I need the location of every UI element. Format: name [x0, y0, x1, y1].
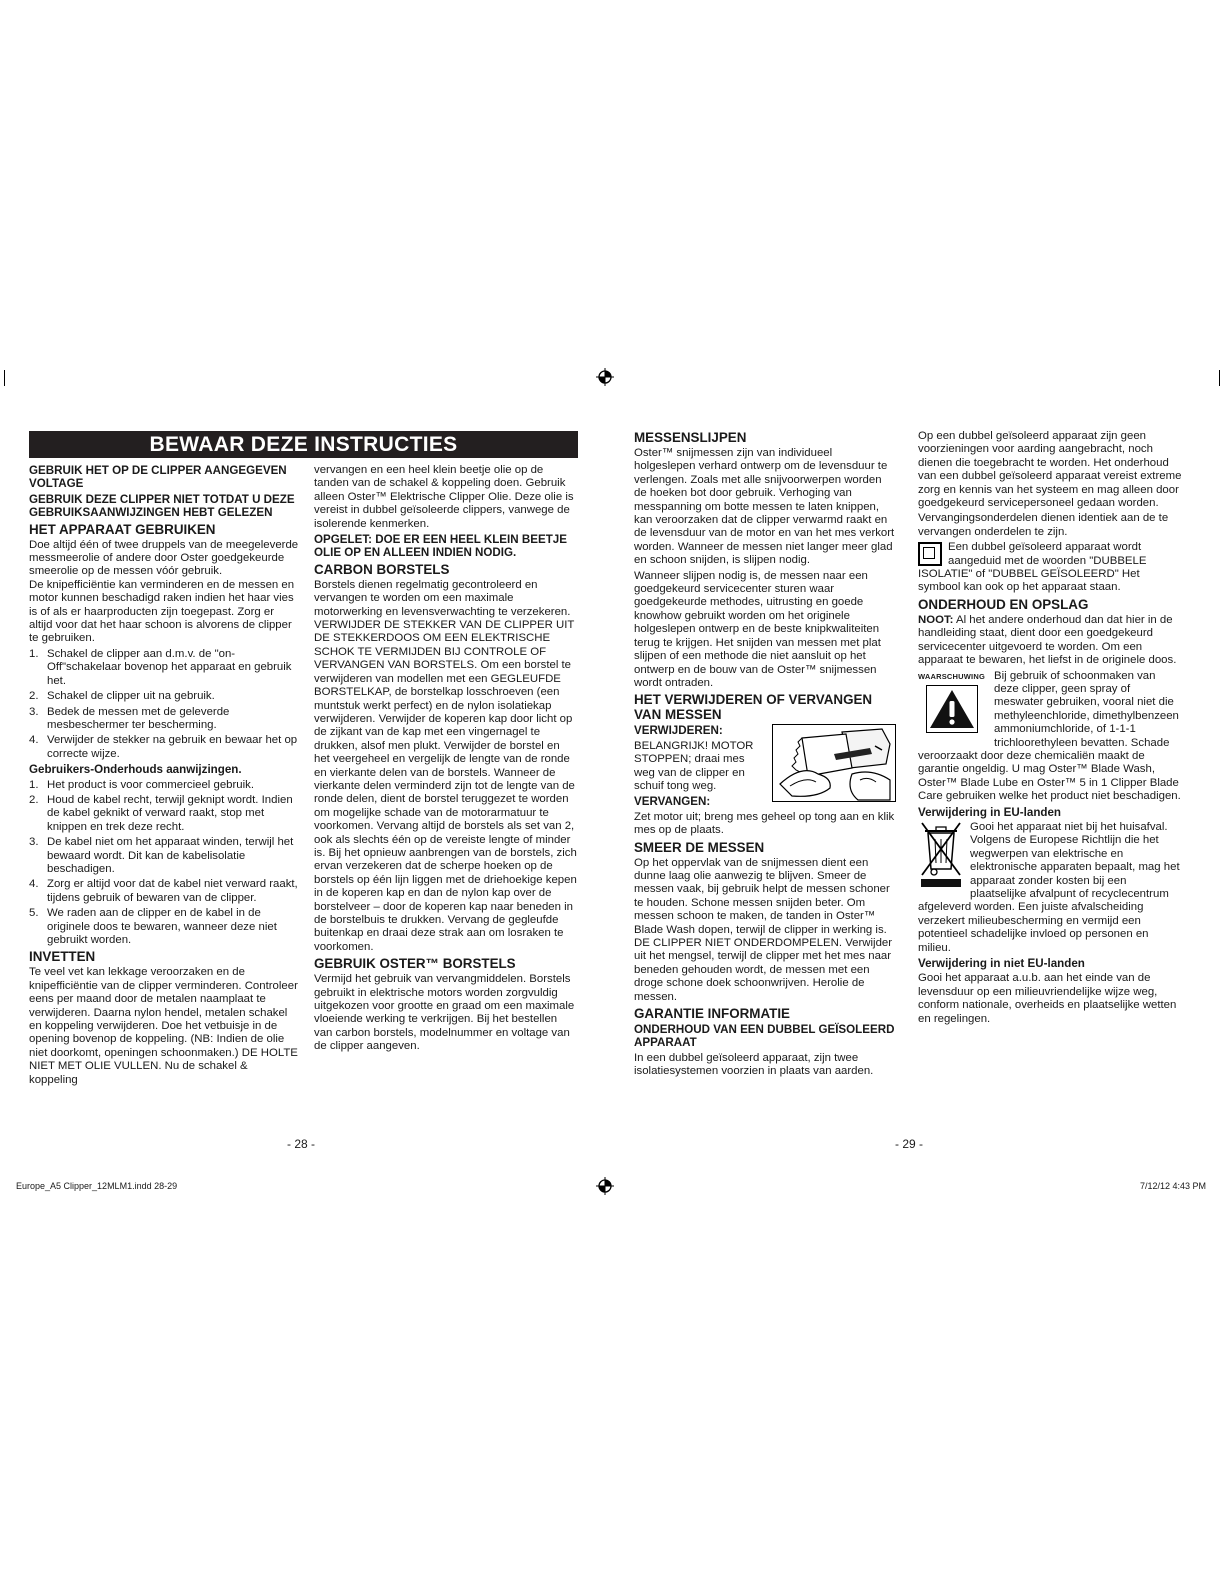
warning-icon: [926, 685, 978, 733]
column-2: [314, 464, 578, 1056]
paragraph-non-eu-disposal: Gooi het apparaat a.u.b. aan het einde van de levensduur op een milieuvriendelijke wijze weg, conform nationale, overheids en plaatselijke wetten en regelingen.: [918, 972, 1177, 1025]
note-label: NOOT:: [918, 613, 954, 626]
column-4: [918, 430, 1182, 1028]
paragraph-remove: BELANGRIJK! MOTOR STOPPEN; draai mes weg van de clipper en schuif tong weg.: [634, 739, 754, 792]
paragraph-eu-disposal: Gooi het apparaat niet bij het huisafval. Volgens de Europese Richtlijn die het wegwerpen van elektrische en elektronische apparaten bepaalt, mag het apparaat zonder kosten bij een plaatselijke afvalpunt of recyclecentrum afgeleverd worden. Een juiste afvalscheiding verzekert milieubescherming en vermijd een potentieel schadelijke invloed op personen en milieu.: [918, 820, 1180, 954]
heading-carbon-brushes: CARBON BORSTELS: [314, 561, 450, 577]
registration-mark-icon: [595, 1176, 615, 1196]
list-item: 4. Zorg er altijd voor dat de kabel niet verward raakt, tijdens gebruik of bewaren van de clipper.: [29, 878, 298, 904]
list-item: 1. Het product is voor commercieel gebruik.: [29, 778, 255, 791]
list-item: 2. Schakel de clipper uit na gebruik.: [29, 690, 215, 703]
list-item: 5. We raden aan de clipper en de kabel in de originele doos te bewaren, wanneer deze niet gebruikt worden.: [29, 907, 277, 946]
heading-use: HET APPARAAT GEBRUIKEN: [29, 521, 216, 537]
footer-filename: Europe_A5 Clipper_12MLM1.indd 28-29: [16, 1181, 178, 1191]
intro-voltage: GEBRUIK HET OP DE CLIPPER AANGEGEVEN VOLTAGE: [29, 464, 287, 491]
crop-mark-right: [1219, 370, 1220, 386]
paragraph-warning: Bij gebruik of schoonmaken van deze clipper, geen spray of meswater gebruiken, vooral niet die methyleenchloride, dimethylbenzeen ammoniumchloride, of 1-1-1 trichloorethyleen bevatten. Schade veroorzaakt door deze chemicaliën maakt de garantie ongeldig. U mag Oster™ Blade Wash, Oster™ Blade Lube en Oster™ 5 in 1 Clipper Blade Care gebruiken welke het product niet beschadigen.: [918, 669, 1181, 803]
paragraph-replace: Zet motor uit; breng mes geheel op tong aan en klik mes op de plaats.: [634, 810, 895, 837]
warning-label: WAARSCHUWING: [918, 671, 985, 681]
heading-sharpening: MESSENSLIJPEN: [634, 430, 747, 445]
paragraph-oil-continued: vervangen en een heel klein beetje olie op de tanden van de schakel & koppeling doen. Gebruik alleen Oster™ Elektrische Clipper Olie. Deze olie is vereist in dubbel geïsoleerde clippers, vanwege de isolerende kenmerken.: [314, 464, 574, 530]
paragraph-use-1: Doe altijd één of twee druppels van de meegeleverde messmeerolie of andere door Oster goedgekeurde smeerolie op de messen vóór gebruik.: [29, 538, 299, 578]
heading-lubricate: SMEER DE MESSEN: [634, 839, 765, 855]
paragraph-sharpening-2: Wanneer slijpen nodig is, de messen naar een goedgekeurd servicecenter sturen waar goedgekeurde methodes, uitrusting en goede knowhow gebruikt worden om het originele holgeslepen ontwerp en de beste knipkwaliteiten terug te krijgen. Het snijden van messen met plat slijpen of een methode die niet aansluit op het ontwerp en de bouw van de Oster™ snijmessen wordt ontraden.: [634, 569, 881, 689]
clipper-blade-illustration: [772, 724, 896, 802]
paragraph-oster-brushes: Vermijd het gebruik van vervangmiddelen. Borstels gebruikt in elektrische motors worden zorgvuldig uitgekozen voor grootte en graad om een maximale vloeiende werking te verkrijgen. Bij het bestellen van carbon borstels, modelnummer en voltage van de clipper aangeven.: [314, 973, 575, 1053]
heading-maintenance-storage: ONDERHOUD EN OPSLAG: [918, 596, 1089, 612]
paragraph-carbon-brushes: Borstels dienen regelmatig gecontroleerd en vervangen te worden om een maximale motorwerking en levensverwachting te verzekeren. VERWIJDER DE STEKKER VAN DE CLIPPER UIT DE STEKKERDOOS OM EEN ELEKTRISCHE SCHOK TE VERMIJDEN BIJ CONTROLE OF VERVANGEN VAN BORSTELS. Om een borstel te verwijderen van modellen met een GEGLEUFDE BORSTELKAP, de borstelkap losschroeven (een muntstuk werkt perfect) en de nylon isolatiekap verwijderen. Verwijder de koperen kap door licht op de zijkant van de kap met een vingernagel te drukken, alsof men plukt. Verwijder de borstel en het veergeheel en vergelijk de lengte van de ronde en vierkante delen van de borstels. Wanneer de vierkante delen verminderd zijn tot de lengte van de ronde delen, dient de borstel teruggezet te worden om mogelijke schade van de motorarmatuur te voorkomen. Vervang altijd de borstels als set van 2, ook als slechts één op de vereiste lengte of minder is. Bij het opnieuw aanbrengen van de borstels, zich ervan verzekeren dat de scherpe hoeken op de borstels op één lijn liggen met de driehoekige kepen in de koperen kap en dan de nylon kap over de borstelveer – door de koperen kap naar beneden in de borstelbuis te drukken. Vervang de gegleufde buitenkap en draai deze strak aan om losraken te voorkomen.: [314, 578, 577, 953]
column-3: [634, 430, 896, 1081]
list-item: 3. Bedek de messen met de geleverde mesbeschermer ter bescherming.: [29, 705, 230, 731]
page-number-right: - 29 -: [895, 1137, 924, 1151]
paragraph-sharpening-1: Oster™ snijmessen zijn van individueel holgeslepen verhard ontwerp om de levensduur te verlengen. Zoals met alle snijvoorwerpen worden de hoeken bot door gebruik. Verhoging van messpanning om botte messen te laten knippen, kan veroorzaken dat de clipper verwarmd raakt en de levensduur van de motor en van het mes verkort worden. Wanneer de messen niet langer meer glad en schoon snijden, is slijpen nodig.: [634, 447, 895, 567]
list-item: 2. Houd de kabel recht, terwijl geknipt wordt. Indien de kabel geknikt of verward raakt, stop met knippen en trek deze recht.: [29, 793, 293, 833]
heading-eu-disposal: Verwijdering in EU-landen: [918, 805, 1062, 819]
heading-double-insulated: ONDERHOUD VAN EEN DUBBEL GEÏSOLEERD APPARAAT: [634, 1023, 895, 1050]
list-item: 1. Schakel de clipper aan d.m.v. de "on-Off"schakelaar bovenop het apparaat en gebruik het.: [29, 647, 292, 687]
paragraph-oiling: Te veel vet kan lekkage veroorzaken en de knipefficiëntie van de clipper verminderen. Controleer eens per maand door de metalen naamplaat te verwijderen. Daarna nylon hendel, metalen schakel en koppeling verwijderen. Doe het vetbuisje in de opening bovenop de koppeling. (NB: Indien de olie niet doorkomt, openingen schoonmaken.) DE HOLTE NIET MET OLIE VULLEN. Nu de schakel & koppeling: [29, 966, 298, 1086]
warning-block: [918, 670, 1182, 804]
column-1: [29, 464, 299, 1089]
paragraph-double-insulated: In een dubbel geïsoleerd apparaat, zijn twee isolatiesystemen voorzien in plaats van aarden.: [634, 1051, 874, 1078]
heading-maintenance: Gebruikers-Onderhouds aanwijzingen.: [29, 763, 242, 777]
maintenance-steps: [29, 779, 299, 948]
heading-non-eu-disposal: Verwijdering in niet EU-landen: [918, 957, 1085, 971]
weee-bin-icon: [918, 821, 964, 889]
heading-oiling: INVETTEN: [29, 949, 96, 965]
heading-warranty: GARANTIE INFORMATIE: [634, 1006, 790, 1022]
paragraph-use-2: De knipefficiëntie kan verminderen en de messen en motor kunnen beschadigd raken indien het haar vies is of als er haarproducten zijn toegepast. Zorg er altijd voor dat het haar schoon is alvorens de clipper te gebruiken.: [29, 578, 295, 645]
heading-oster-brushes: GEBRUIK OSTER™ BORSTELS: [314, 956, 516, 972]
heading-remove: VERWIJDEREN:: [634, 724, 723, 738]
page-banner: BEWAAR DEZE INSTRUCTIES: [29, 431, 578, 458]
paragraph-grounding: Op een dubbel geïsoleerd apparaat zijn geen voorzieningen voor aarding aangebracht, noch dienen die toegebracht te worden. Het onderhoud van een dubbel geïsoleerd apparaat vereist extreme zorg en kennis van het systeem en mag alleen door goedgekeurd servicepersoneel gedaan worden.: [918, 430, 1182, 510]
paragraph-note: NOOT: Al het andere onderhoud dan dat hier in de handleiding staat, dient door een goedgekeurd servicecenter uitgevoerd te worden. Om een apparaat te bewaren, het liefst in de originele doos.: [918, 613, 1177, 667]
list-item: 4. Verwijder de stekker na gebruik en bewaar het op correcte wijze.: [29, 734, 298, 760]
list-item: 3. De kabel niet om het apparaat winden, terwijl het bewaard wordt. Dit kan de kabelisolatie beschadigen.: [29, 836, 294, 875]
crop-mark-left: [4, 370, 5, 386]
paragraph-lubricate: Op het oppervlak van de snijmessen dient een dunne laag olie aanwezig te blijven. Smeer de messen vaak, bij gebruik helpt de messen schoner te houden. Schone messen snijden beter. Om messen schoon te maken, de tanden in Oster™ Blade Wash dopen, terwijl de clipper in werking is. DE CLIPPER NIET ONDERDOMPELEN. Verwijder uit het mengsel, terwijl de clipper met het mes naar beneden gehouden wordt, de messen met een droge schone doek schoonwrijven. Herolie de messen.: [634, 856, 893, 1003]
use-steps: [29, 648, 299, 761]
paragraph-double-insulation-mark: Een dubbel geïsoleerd apparaat wordt aangeduid met de woorden "DUBBELE ISOLATIE" of "DUBBEL GEÏSOLEERD" Het symbool kan ook op het apparaat staan.: [918, 541, 1147, 594]
oil-warning: OPGELET: DOE ER EEN HEEL KLEIN BEETJE OLIE OP EN ALLEEN INDIEN NODIG.: [314, 533, 567, 560]
footer-timestamp: 7/12/12 4:43 PM: [1139, 1181, 1206, 1191]
intro-read: GEBRUIK DEZE CLIPPER NIET TOTDAT U DEZE GEBRUIKSAANWIJZINGEN HEBT GELEZEN: [29, 492, 295, 520]
paragraph-replacement-parts: Vervangingsonderdelen dienen identiek aan de te vervangen onderdelen te zijn.: [918, 512, 1169, 538]
heading-replace: VERVANGEN:: [634, 795, 711, 809]
registration-mark-icon: [595, 367, 615, 387]
double-insulation-icon: [918, 542, 942, 566]
page-number-left: - 28 -: [287, 1137, 316, 1151]
heading-remove-replace: HET VERWIJDEREN OF VERVANGEN VAN MESSEN: [634, 692, 873, 723]
